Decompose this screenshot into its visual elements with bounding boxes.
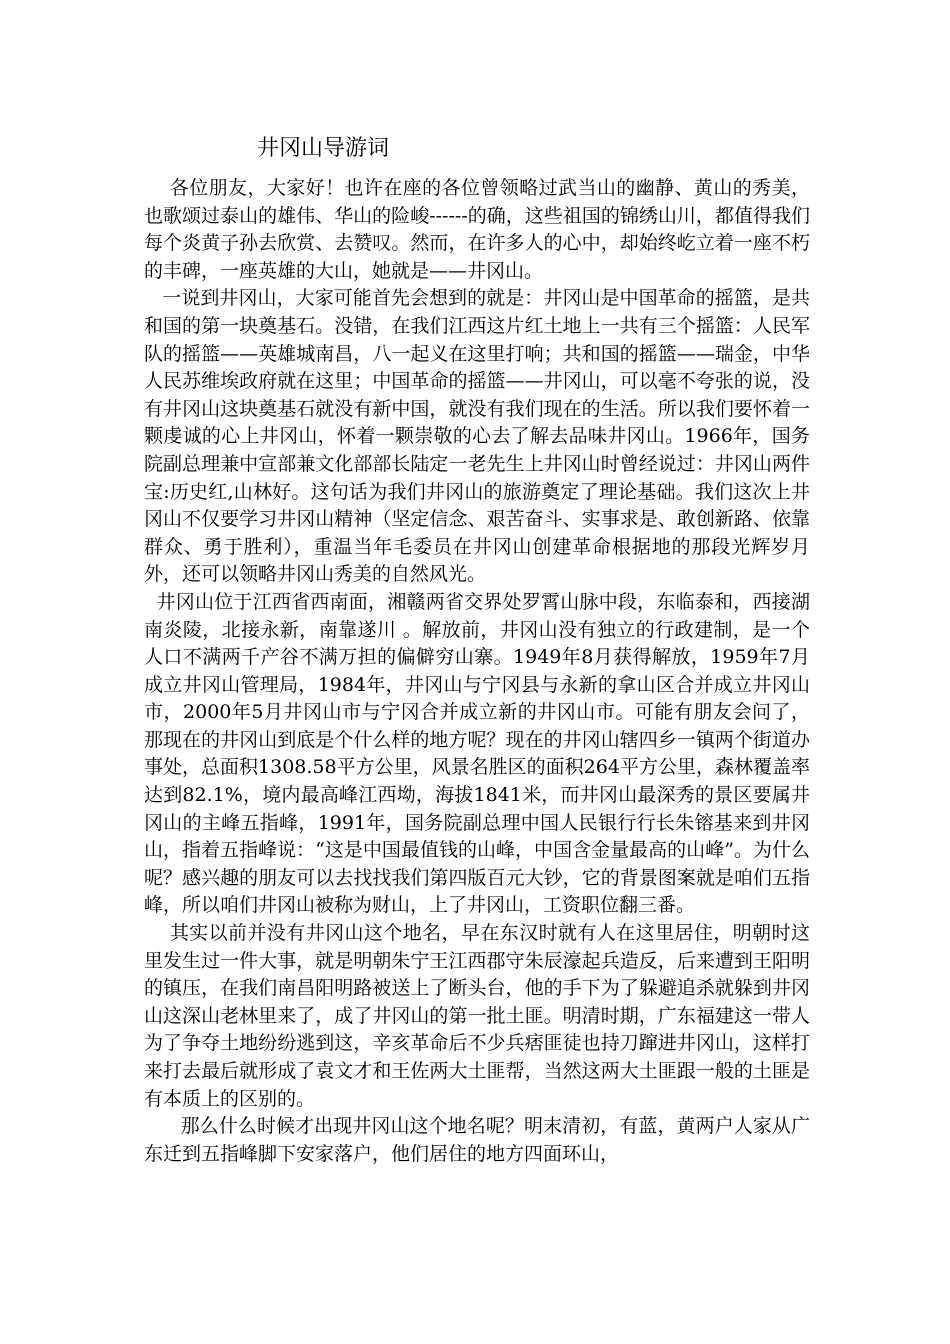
paragraph-revolution-cradle: 一说到井冈山，大家可能首先会想到的就是：井冈山是中国革命的摇篮，是共和国的第一块奠基石。没错，在我们江西这片红土地上一共有三个摇篮：人民军队的摇篮——英雄城南昌，八一起义在这里打响；共和国的摇篮——瑞金，中华人民苏维埃政府就在这里；中国革命的摇篮——井冈山，可以毫不夸张的说，没有井冈山这块奠基石就没有新中国，就没有我们现在的生活。所以我们要怀着一颗虔诚的心上井冈山，怀着一颗崇敬的心去了解去品味井冈山。1966年，国务院副总理兼中宣部兼文化部部长陆定一老先生上井冈山时曾经说过：井冈山两件宝:历史红,山林好。这句话为我们井冈山的旅游奠定了理论基础。我们这次上井冈山不仅要学习井冈山精神（坚定信念、艰苦奋斗、实事求是、敢创新路、依靠群众、勇于胜利），重温当年毛委员在井冈山创建革命根据地的那段光辉岁月外，还可以领略井冈山秀美的自然风光。 [144, 287, 810, 586]
document-title: 井冈山导游词 [257, 136, 390, 161]
paragraph-geography: 井冈山位于江西省西南面，湘赣两省交界处罗霄山脉中段，东临泰和，西接湖南炎陵，北接永新，南靠遂川 。解放前，井冈山没有独立的行政建制，是一个人口不满两千产谷不满万担的偏僻穷山寨。1949年8月获得解放，1959年7月成立井冈山管理局，1984年，井冈山与宁冈县与永新的拿山区合并成立井冈山市，2000年5月井冈山市与宁冈合并成立新的井冈山市。可能有朋友会问了，那现在的井冈山到底是个什么样的地方呢？现在的井冈山辖四乡一镇两个街道办事处，总面积1308.58平方公里，风景名胜区的面积264平方公里，森林覆盖率达到82.1%，境内最高峰江西坳，海拔1841米，而井冈山最深秀的景区要属井冈山的主峰五指峰，1991年，国务院副总理中国人民银行行长朱镕基来到井冈山，指着五指峰说：“这是中国最值钱的山峰，中国含金量最高的山峰”。为什么呢？感兴趣的朋友可以去找找我们第四版百元大钞，它的背景图案就是咱们五指峰，所以咱们井冈山被称为财山，上了井冈山，工资职位翻三番。 [144, 590, 810, 917]
paragraph-history: 其实以前并没有井冈山这个地名，早在东汉时就有人在这里居住，明朝时这里发生过一件大事，就是明朝朱宁王江西郡守朱辰濠起兵造反，后来遭到王阳明的镇压，在我们南昌阳明路被送上了断头台，他的手下为了躲避追杀就躲到井冈山这深山老林里来了，成了井冈山的第一批土匪。明清时期，广东福建这一带人为了争夺土地纷纷逃到这，辛亥革命后不少兵痞匪徒也持刀蹿进井冈山，这样打来打去最后就形成了袁文才和王佐两大土匪帮，当然这两大土匪跟一般的土匪是有本质上的区别的。 [144, 922, 810, 1110]
document-body [144, 133, 810, 1168]
paragraph-place-name: 那么什么时候才出现井冈山这个地名呢？明末清初，有蓝，黄两户人家从广东迁到五指峰脚下安家落户，他们居住的地方四面环山， [144, 1115, 810, 1165]
paragraph-greeting: 各位朋友，大家好！也许在座的各位曾领略过武当山的幽静、黄山的秀美，也歌颂过泰山的雄伟、华山的险峻------的确，这些祖国的锦绣山川，都值得我们每个炎黄子孙去欣赏、去赞叹。然而，在许多人的心中，却始终屹立着一座不朽的丰碑，一座英雄的大山，她就是——井冈山。 [144, 177, 810, 282]
